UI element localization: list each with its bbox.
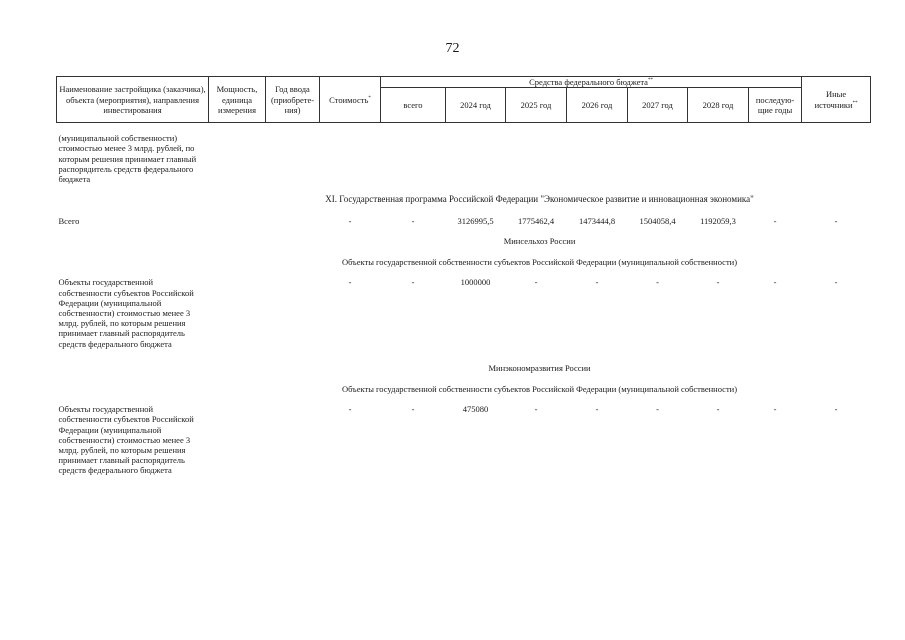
header-2024: 2024 год — [446, 88, 506, 123]
cell-total: 1000000 — [460, 277, 491, 288]
table-row — [57, 277, 871, 348]
section-title: Объекты государственной собственности субъектов Российской Федерации (муниципальной собственности) — [342, 383, 738, 394]
cell-2026: - — [656, 404, 659, 415]
row-name: Всего — [58, 215, 80, 226]
cell-capacity: - — [348, 215, 352, 226]
cell-later: - — [773, 215, 777, 226]
header-2025: 2025 год — [506, 88, 567, 123]
cell-2024: - — [534, 404, 538, 415]
header-cost — [320, 77, 381, 123]
header-name: Наименование застройщика (заказчика), объекта (мероприятия), направления инвестирования — [57, 77, 209, 123]
cell-total: 3126995,5 — [457, 215, 494, 226]
cell-2026: - — [656, 277, 659, 288]
table-row — [57, 404, 871, 475]
cell-other: - — [834, 215, 838, 226]
cell-year: - — [411, 277, 415, 288]
header-year: Год ввода (приобрете-ния) — [266, 77, 320, 123]
cell-capacity: - — [348, 404, 352, 415]
cell-total: 475080 — [462, 404, 489, 415]
table-row-total — [57, 216, 871, 226]
header-capacity: Мощность, единица измерения — [209, 77, 266, 123]
cell-later: - — [773, 404, 777, 415]
cell-2027: - — [716, 277, 720, 288]
cell-other: - — [834, 404, 838, 415]
header-cost-label: Стоимость — [329, 94, 369, 105]
header-2028: 2028 год — [688, 88, 749, 123]
header-federal-budget — [381, 77, 802, 88]
cell-year: - — [411, 404, 415, 415]
cell-2025: - — [595, 277, 599, 288]
ministry-title: Минсельхоз России — [503, 236, 576, 247]
header-2027: 2027 год — [628, 88, 688, 123]
cell-other: - — [834, 277, 838, 288]
cell-year: - — [411, 215, 415, 226]
cell-2027: - — [716, 404, 720, 415]
header-total: всего — [381, 88, 446, 123]
page-number: 72 — [445, 41, 460, 56]
cell-2024: - — [534, 277, 538, 288]
program-title: XI. Государственная программа Российской Федерации "Экономическое развитие и инновационная экономика" — [325, 194, 754, 205]
cell-capacity: - — [348, 277, 352, 288]
section-title: Объекты государственной собственности субъектов Российской Федерации (муниципальной собственности) — [342, 257, 738, 268]
continuation-text: (муниципальной собственности) стоимостью менее 3 млрд. рублей, по которым решения принимает главный распорядитель средств федерального бюджета — [58, 133, 197, 184]
cell-later: - — [773, 277, 777, 288]
header-later-years: последую-щие годы — [749, 88, 802, 123]
row-name: Объекты государственной собственности субъектов Российской Федерации (муниципальной собственности) стоимостью менее 3 млрд. рублей, по которым решения принимает главный распорядитель средств федерального бюджета — [58, 404, 194, 476]
header-cost-footnote: * — [368, 95, 371, 101]
cell-2027: 1192059,3 — [700, 215, 736, 226]
cell-2026: 1504058,4 — [639, 215, 676, 226]
cell-2025: - — [595, 404, 599, 415]
ministry-title: Минэкономразвития России — [488, 362, 591, 373]
header-2026: 2026 год — [567, 88, 628, 123]
header-other-label: Иные источники — [814, 89, 853, 110]
budget-table — [56, 76, 871, 475]
row-name: Объекты государственной собственности субъектов Российской Федерации (муниципальной собственности) стоимостью менее 3 млрд. рублей, по которым решения принимает главный распорядитель средств федерального бюджета — [58, 277, 194, 349]
header-federal-label: Средства федерального бюджета — [529, 77, 648, 87]
header-other-footnote: ** — [852, 100, 858, 106]
header-other-sources — [802, 77, 871, 123]
cell-2025: 1473444,8 — [578, 215, 616, 226]
cell-2024: 1775462,4 — [517, 215, 555, 226]
header-federal-footnote: ** — [647, 78, 653, 84]
